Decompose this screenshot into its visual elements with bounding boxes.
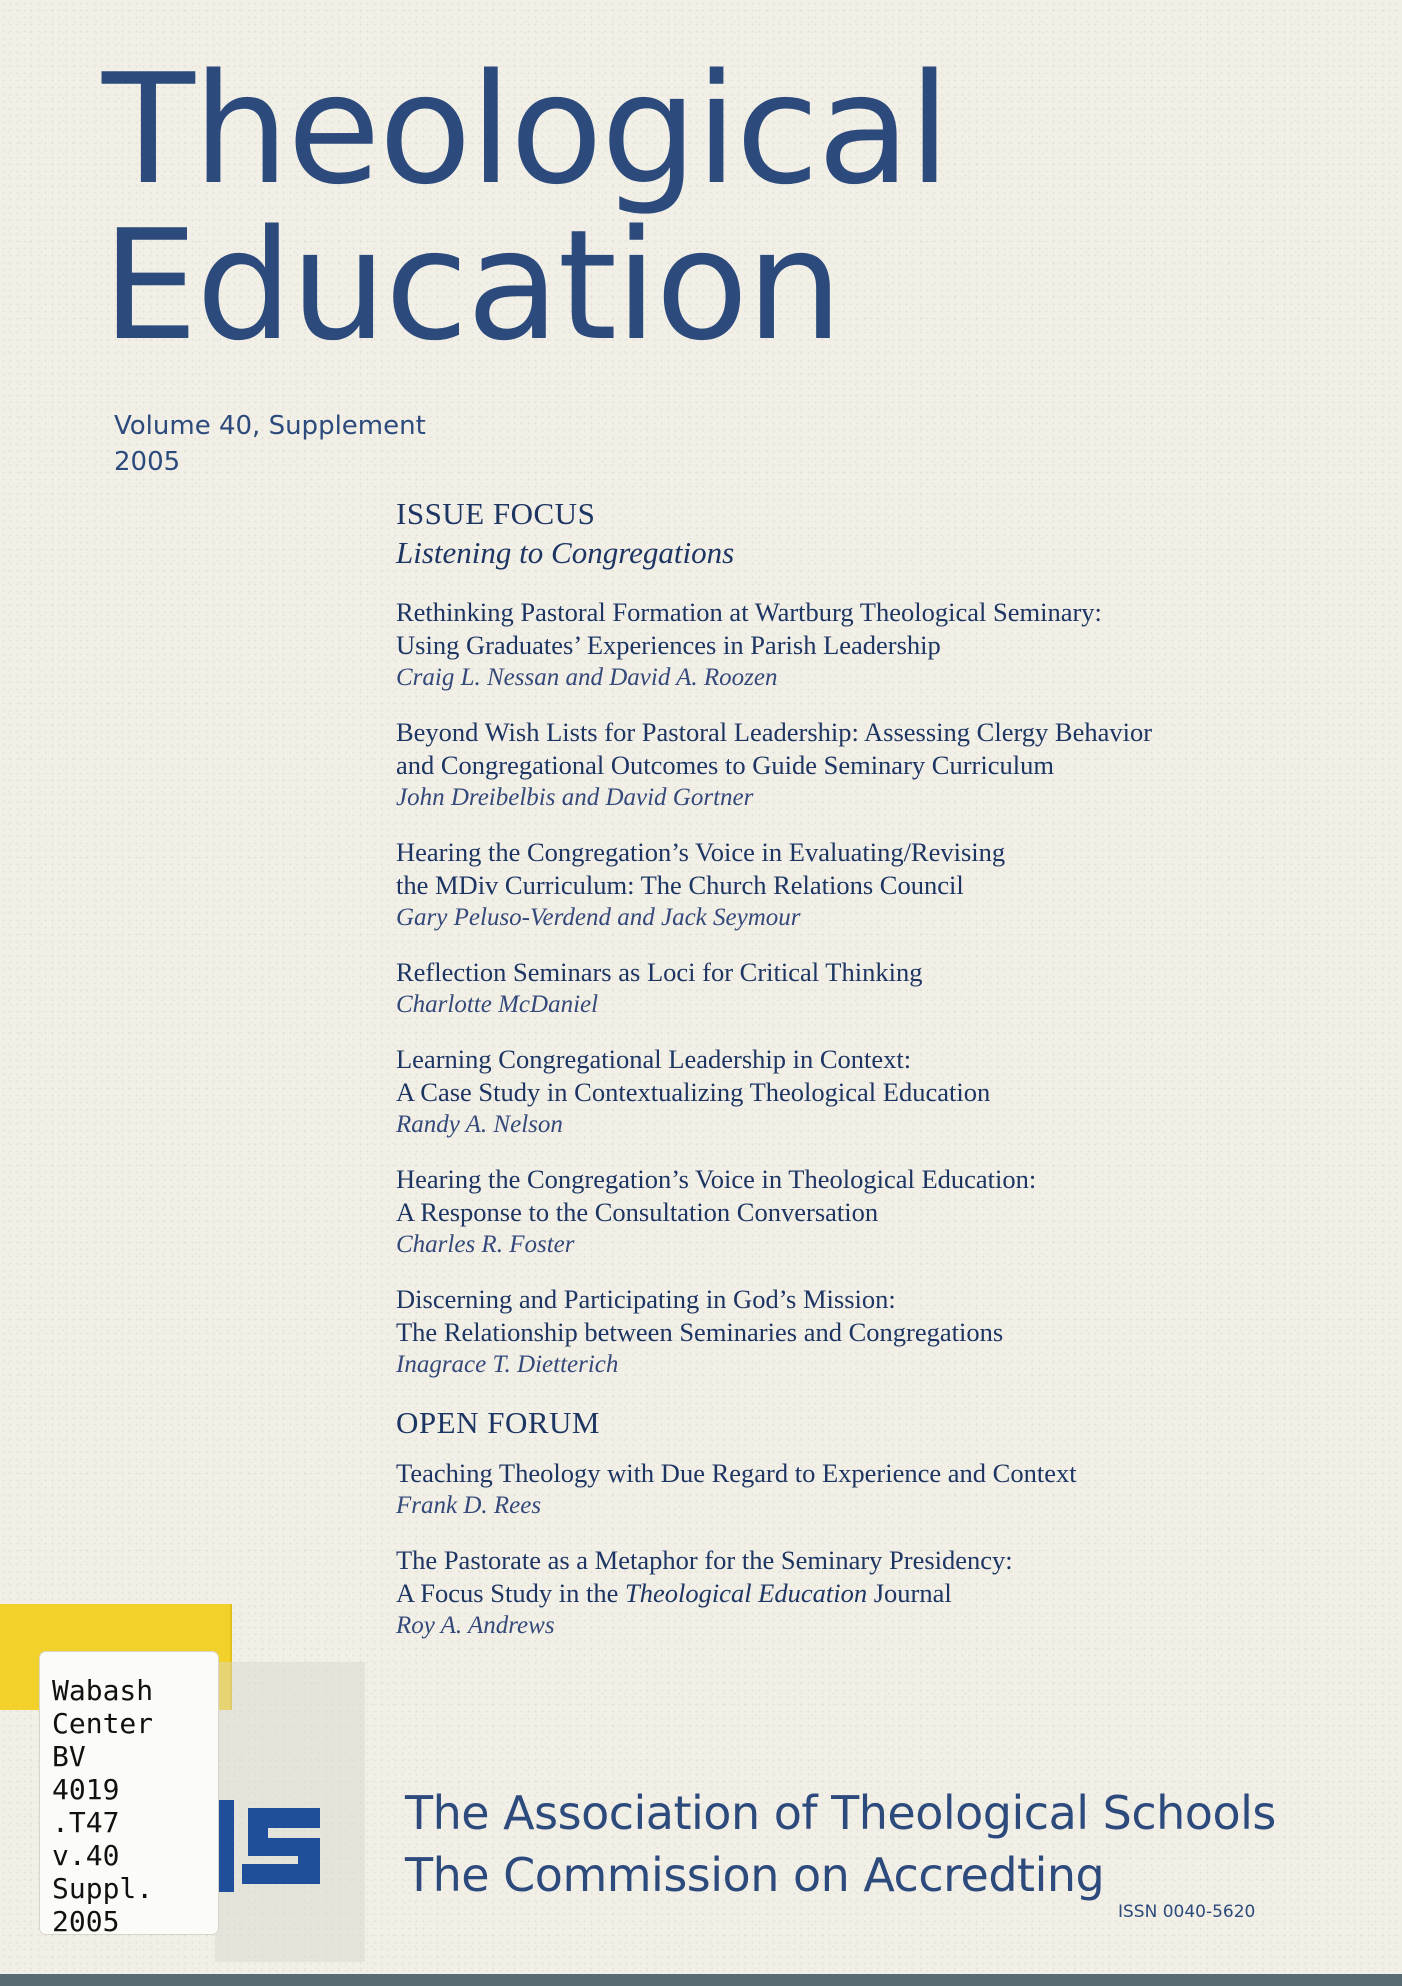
bottom-edge (0, 1974, 1402, 1986)
journal-name-italic: Theological Education (624, 1578, 868, 1608)
article-title (396, 956, 1316, 989)
article-entry[interactable] (396, 596, 1316, 694)
article-title (396, 1043, 1316, 1109)
article-title-line: Using Graduates’ Experiences in Parish Leadership (396, 630, 941, 660)
article-title-line: Learning Congregational Leadership in Context: (396, 1044, 912, 1074)
article-authors: Roy A. Andrews (396, 1612, 555, 1639)
article-authors: Craig L. Nessan and David A. Roozen (396, 664, 778, 691)
publisher-line1: The Association of Theological Schools (405, 1786, 1276, 1840)
article-entry[interactable] (396, 956, 1316, 1021)
article-title-line: Hearing the Congregation’s Voice in Evaluating/Revising (396, 837, 1006, 867)
article-title-line: the MDiv Curriculum: The Church Relations Council (396, 870, 964, 900)
article-title (396, 836, 1316, 902)
issue-focus-subtitle: Listening to Congregations (396, 535, 735, 570)
ats-logo-icon (208, 1800, 326, 1892)
library-call-number-label (40, 1652, 218, 1938)
issue-focus-heading: ISSUE FOCUS (396, 496, 596, 531)
table-of-contents (396, 494, 1316, 1664)
article-entry[interactable] (396, 1163, 1316, 1261)
title-suffix: Journal (867, 1578, 952, 1608)
journal-title-line2: Education (102, 197, 841, 374)
article-authors: Randy A. Nelson (396, 1111, 563, 1138)
article-title-line: Reflection Seminars as Loci for Critical Thinking (396, 957, 923, 987)
label-line: 4019 (52, 1773, 120, 1806)
label-line: v.40 (52, 1839, 120, 1872)
journal-title (102, 41, 949, 374)
article-title-line (396, 1577, 1316, 1610)
article-authors: Frank D. Rees (396, 1492, 542, 1519)
article-authors: Charlotte McDaniel (396, 991, 599, 1018)
article-title (396, 716, 1316, 782)
volume-year: 2005 (114, 447, 181, 477)
label-line: 2005 (52, 1905, 120, 1938)
article-entry[interactable] (396, 716, 1316, 814)
article-title-line: A Case Study in Contextualizing Theological Education (396, 1077, 991, 1107)
article-title (396, 1457, 1316, 1490)
label-line: Center (52, 1707, 154, 1740)
article-authors: Inagrace T. Dietterich (396, 1351, 619, 1378)
article-title-line: Hearing the Congregation’s Voice in Theological Education: (396, 1164, 1037, 1194)
open-forum-heading: OPEN FORUM (396, 1405, 600, 1440)
article-entry[interactable] (396, 1043, 1316, 1141)
article-entry[interactable] (396, 1457, 1316, 1522)
article-title-line: Rethinking Pastoral Formation at Wartburg Theological Seminary: (396, 597, 1102, 627)
article-title (396, 1283, 1316, 1349)
title-prefix: A Focus Study in the (396, 1578, 625, 1608)
article-title (396, 1544, 1316, 1610)
article-entry[interactable] (396, 1544, 1316, 1642)
volume-info (114, 408, 426, 480)
article-entry[interactable] (396, 836, 1316, 934)
label-line: .T47 (52, 1806, 120, 1839)
journal-title-line1: Theological (102, 41, 949, 218)
article-title-line: The Pastorate as a Metaphor for the Seminary Presidency: (396, 1545, 1013, 1575)
article-authors: Charles R. Foster (396, 1231, 575, 1258)
article-title-line: Beyond Wish Lists for Pastoral Leadership: Assessing Clergy Behavior (396, 717, 1153, 747)
article-authors: Gary Peluso-Verdend and Jack Seymour (396, 904, 801, 931)
label-line: Wabash (52, 1674, 154, 1707)
publisher-line2: The Commission on Accredting (405, 1848, 1105, 1902)
article-title (396, 596, 1316, 662)
article-title-line: Teaching Theology with Due Regard to Experience and Context (396, 1458, 1077, 1488)
issn-number: ISSN 0040-5620 (1118, 1902, 1256, 1922)
publisher-info (405, 1782, 1276, 1906)
article-title-line: A Response to the Consultation Conversation (396, 1197, 879, 1227)
article-entry[interactable] (396, 1283, 1316, 1381)
article-title (396, 1163, 1316, 1229)
volume-label: Volume 40, Supplement (114, 411, 426, 441)
article-title-line: and Congregational Outcomes to Guide Seminary Curriculum (396, 750, 1054, 780)
article-title-line: Discerning and Participating in God’s Mission: (396, 1284, 896, 1314)
label-line: BV (52, 1740, 86, 1773)
article-title-line: The Relationship between Seminaries and Congregations (396, 1317, 1004, 1347)
label-line: Suppl. (52, 1872, 154, 1905)
article-authors: John Dreibelbis and David Gortner (396, 784, 754, 811)
